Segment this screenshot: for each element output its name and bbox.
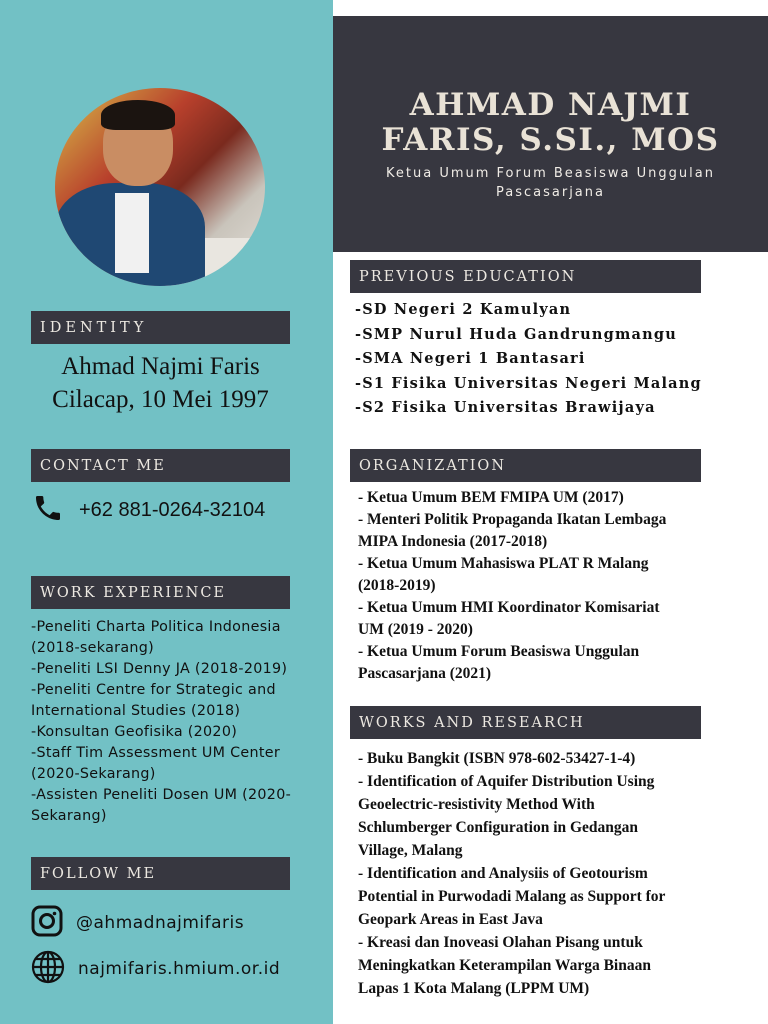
work-line: -Konsultan Geofisika (2020) (31, 724, 238, 740)
education-item: -SMA Negeri 1 Bantasari (355, 350, 586, 368)
works-line: Potential in Purwodadi Malang as Support for (358, 888, 666, 905)
works-line: - Kreasi dan Inoveasi Olahan Pisang untuk (358, 934, 643, 951)
phone-number: +62 881-0264-32104 (79, 498, 266, 521)
work-line: Sekarang) (31, 808, 107, 824)
phone-icon (31, 492, 65, 528)
organization-line: MIPA Indonesia (2017-2018) (358, 533, 548, 550)
identity-block (31, 350, 290, 416)
works-line: Schlumberger Configuration in Gedangan (358, 819, 639, 836)
organization-line: Pascasarjana (2021) (358, 665, 492, 682)
education-list (355, 298, 702, 421)
work-line: -Assisten Peneliti Dosen UM (2020- (31, 787, 292, 803)
subtitle-line-2: Pascasarjana (496, 185, 605, 200)
work-list (31, 617, 321, 827)
identity-heading: IDENTITY (31, 311, 290, 344)
works-line: - Identification and Analysiis of Geotourism (358, 865, 648, 882)
works-heading: WORKS AND RESEARCH (350, 706, 701, 739)
website-link[interactable] (31, 950, 280, 988)
education-item: -SMP Nurul Huda Gandrungmangu (355, 325, 677, 343)
education-item: -SD Negeri 2 Kamulyan (355, 301, 572, 318)
title-header (333, 16, 768, 252)
work-line: -Peneliti Centre for Strategic and (31, 682, 276, 698)
work-line: International Studies (2018) (31, 703, 241, 719)
work-line: -Peneliti LSI Denny JA (2018-2019) (31, 661, 288, 677)
title-line-1: AHMAD NAJMI (409, 87, 692, 123)
instagram-handle: @ahmadnajmifaris (76, 913, 245, 933)
subtitle-line-1: Ketua Umum Forum Beasiswa Unggulan (386, 166, 715, 181)
globe-icon (31, 950, 65, 988)
work-heading: WORK EXPERIENCE (31, 576, 290, 609)
website-url: najmifaris.hmium.or.id (78, 959, 281, 979)
contact-heading: CONTACT ME (31, 449, 290, 482)
photo-shirt (115, 193, 149, 273)
instagram-icon (31, 905, 63, 941)
works-list (358, 747, 708, 1000)
organization-line: (2018-2019) (358, 577, 436, 594)
identity-name: Ahmad Najmi Faris (61, 353, 260, 380)
organization-line: UM (2019 - 2020) (358, 621, 473, 638)
works-line: - Identification of Aquifer Distribution Using (358, 773, 655, 790)
works-line: Village, Malang (358, 842, 463, 859)
organization-line: - Menteri Politik Propaganda Ikatan Lembaga (358, 511, 667, 528)
organization-line: - Ketua Umum HMI Koordinator Komisariat (358, 599, 660, 616)
work-line: -Peneliti Charta Politica Indonesia (31, 619, 281, 635)
subtitle (353, 164, 748, 202)
work-line: (2018-sekarang) (31, 640, 155, 656)
profile-photo (55, 88, 265, 286)
works-line: Geopark Areas in East Java (358, 911, 543, 928)
works-line: - Buku Bangkit (ISBN 978-602-53427-1-4) (358, 750, 636, 767)
work-line: (2020-Sekarang) (31, 766, 156, 782)
organization-list (358, 487, 708, 685)
organization-heading: ORGANIZATION (350, 449, 701, 482)
contact-phone[interactable] (31, 492, 265, 528)
education-item: -S1 Fisika Universitas Negeri Malang (355, 374, 702, 392)
identity-birth: Cilacap, 10 Mei 1997 (52, 386, 269, 413)
works-line: Geoelectric-resistivity Method With (358, 796, 595, 813)
follow-heading: FOLLOW ME (31, 857, 290, 890)
instagram-link[interactable] (31, 905, 244, 941)
organization-line: - Ketua Umum Mahasiswa PLAT R Malang (358, 555, 649, 572)
organization-line: - Ketua Umum Forum Beasiswa Unggulan (358, 643, 640, 660)
works-line: Meningkatkan Keterampilan Warga Binaan (358, 957, 651, 974)
works-line: Lapas 1 Kota Malang (LPPM UM) (358, 980, 590, 997)
photo-hair (101, 100, 175, 130)
page-title (333, 88, 768, 158)
title-line-2: FARIS, S.SI., MOS (381, 122, 720, 158)
education-heading: PREVIOUS EDUCATION (350, 260, 701, 293)
organization-line: - Ketua Umum BEM FMIPA UM (2017) (358, 489, 624, 506)
work-line: -Staff Tim Assessment UM Center (31, 745, 281, 761)
education-item: -S2 Fisika Universitas Brawijaya (355, 399, 656, 417)
